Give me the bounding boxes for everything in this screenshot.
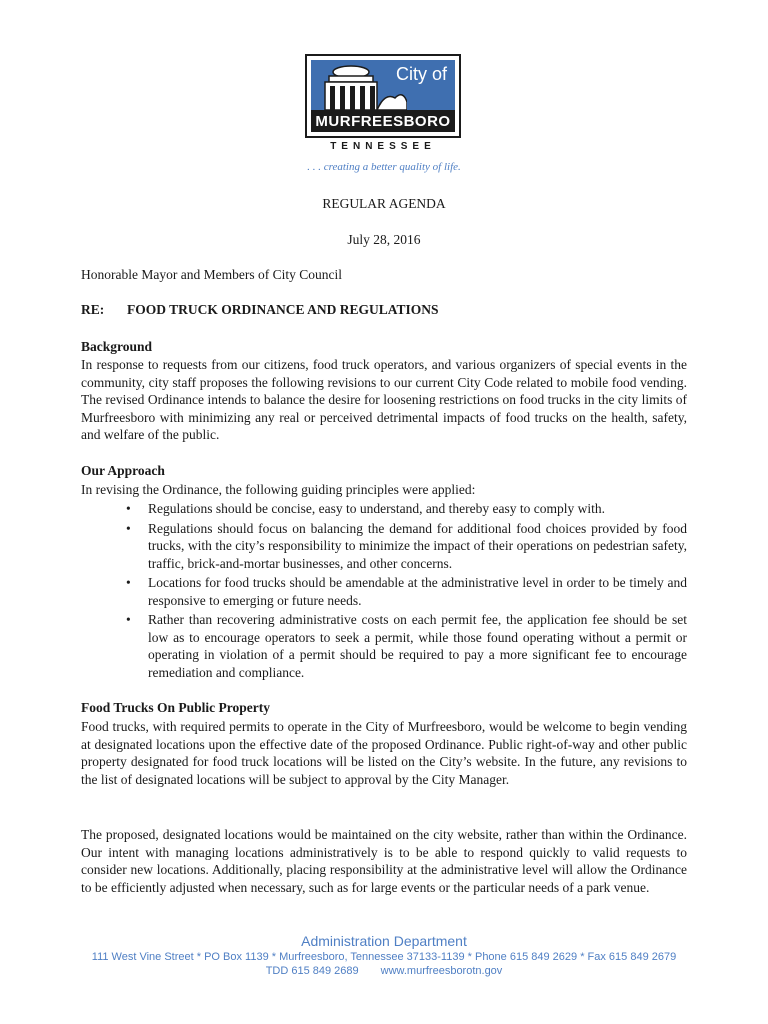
salutation: Honorable Mayor and Members of City Council bbox=[81, 267, 342, 282]
list-item: • Regulations should focus on balancing the demand for additional food choices provided by food trucks, with the city’s responsibility to minimize the impact of their operations on pedestrian safety, traffic, brick-and-mortar businesses, and other concerns. bbox=[100, 520, 687, 573]
footer-department: Administration Department bbox=[301, 933, 467, 949]
approach-heading: Our Approach bbox=[81, 463, 165, 478]
logo-city-of: City of bbox=[395, 64, 447, 84]
footer-contact bbox=[0, 965, 768, 977]
public-property-paragraph-1: Food trucks, with required permits to operate in the City of Murfreesboro, would be welcome to begin vending at designated locations upon the effective date of the proposed Ordinance. Public right-of-way and other public property designated for food truck locations will be listed on the City’s website. In the future, any revisions to the list of designated locations will be subject to approval by the City Manager. bbox=[81, 719, 687, 787]
list-item: • Regulations should be concise, easy to understand, and thereby easy to comply with. bbox=[100, 500, 687, 518]
background-heading: Background bbox=[81, 339, 153, 354]
re-subject: FOOD TRUCK ORDINANCE AND REGULATIONS bbox=[127, 302, 439, 317]
logo-background bbox=[311, 60, 455, 132]
re-line bbox=[81, 302, 439, 318]
logo-city-name: MURFREESBORO bbox=[315, 113, 451, 130]
approach-intro: In revising the Ordinance, the following guiding principles were applied: bbox=[81, 482, 476, 497]
public-property-heading: Food Trucks On Public Property bbox=[81, 700, 271, 715]
footer-website-link[interactable]: www.murfreesborotn.gov bbox=[380, 965, 503, 977]
tagline: . . . creating a better quality of life. bbox=[307, 161, 461, 173]
re-label: RE: bbox=[81, 302, 105, 317]
principles-list bbox=[100, 500, 687, 683]
list-item: • Rather than recovering administrative costs on each permit fee, the application fee should be set low as to encourage operators to seek a permit, while those found operating without a permit or operating in violation of a permit should be required to pay a more significant fee to encourage remediation and compliance. bbox=[100, 611, 687, 681]
footer-tdd: TDD 615 849 2689 bbox=[265, 965, 359, 977]
list-item: • Locations for food trucks should be amendable at the administrative level in order to be timely and responsive to emerging or future needs. bbox=[100, 574, 687, 609]
footer-address: 111 West Vine Street * PO Box 1139 * Murfreesboro, Tennessee 37133-1139 * Phone 615 849 2629 * Fax 615 849 2679 bbox=[91, 951, 677, 963]
memo-date: July 28, 2016 bbox=[347, 232, 421, 247]
background-paragraph: In response to requests from our citizens, food truck operators, and various organizers of special events in the community, city staff proposes the following revisions to our current City Code related to mobile food vending. The revised Ordinance intends to balance the desire for loosening restrictions on food trucks in the city limits of Murfreesboro with minimizing any real or perceived detrimental impacts of food trucks on the health, safety, and welfare of the public. bbox=[81, 357, 687, 442]
city-logo bbox=[305, 54, 461, 138]
public-property-paragraph-2: The proposed, designated locations would be maintained on the city website, rather than within the Ordinance. Our intent with managing locations administratively is to be able to respond quickly to valid requests to consider new locations. Additionally, placing responsibility at the administrative level will allow the Ordinance to be efficiently adjusted when necessary, such as for large events or the particular needs of a park venue. bbox=[81, 827, 687, 895]
agenda-type: REGULAR AGENDA bbox=[322, 196, 446, 211]
logo-state: TENNESSEE bbox=[330, 141, 436, 152]
